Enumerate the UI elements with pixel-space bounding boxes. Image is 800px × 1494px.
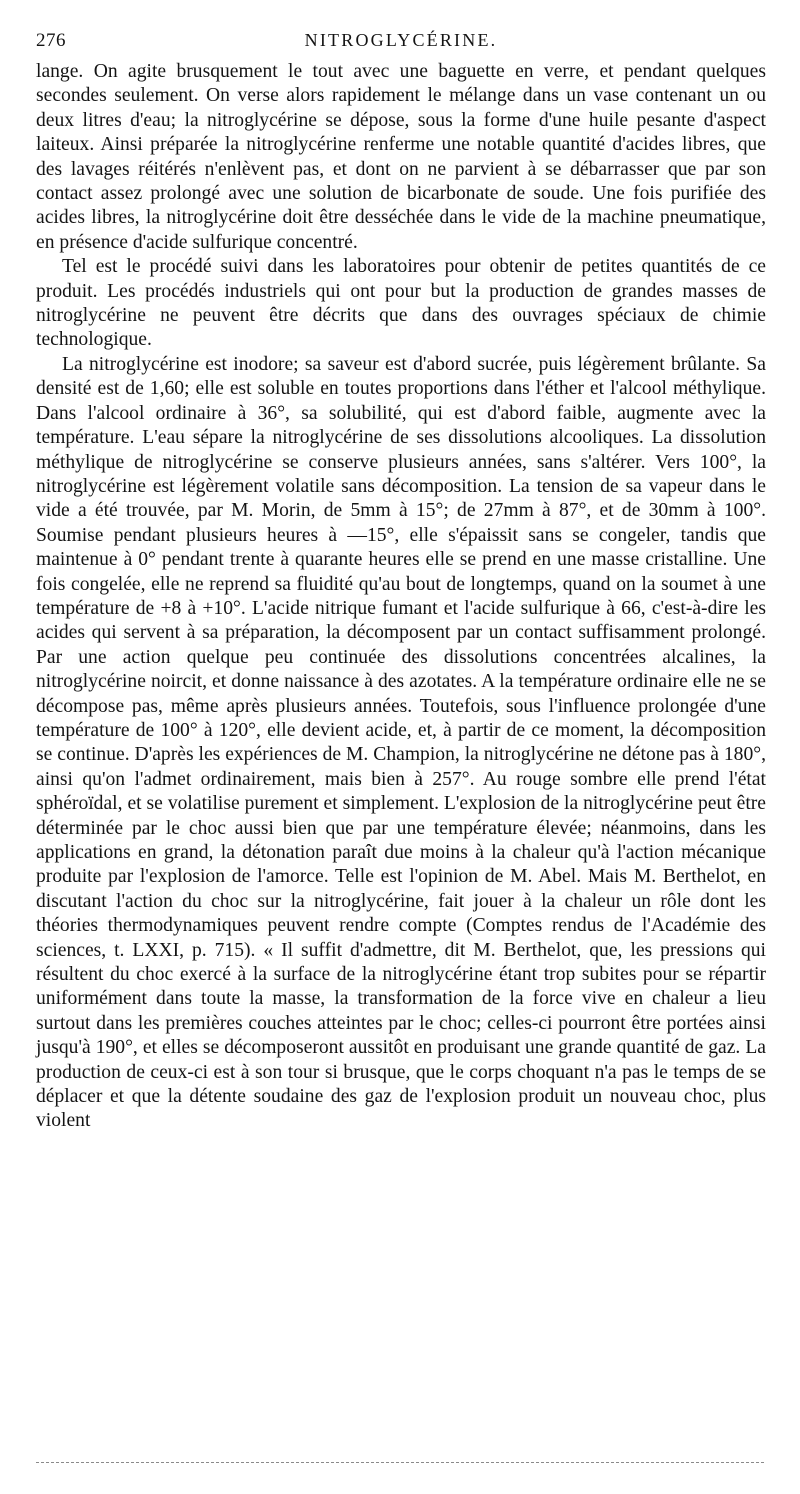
page-header (36, 22, 766, 60)
paragraph-laboratory-procedure: Tel est le procédé suivi dans les laboratoires pour obtenir de petites quantités de ce produit. Les procédés industriels qui ont pour but la production de grandes masses de nitroglycérine ne peuvent être décrits que dans des ouvrages spéciaux de chimie technologique. (36, 256, 766, 351)
paragraph-continuation: lange. On agite brusquement le tout avec une baguette en verre, et pendant quelques secondes seulement. On verse alors rapidement le mélange dans un vase contenant un ou deux litres d'eau; la nitroglycérine se dépose, sous la forme d'une huile pesante d'aspect laiteux. Ainsi préparée la nitroglycérine renferme une notable quantité d'acides libres, que des lavages réitérés n'enlèvent pas, et dont on ne parvient à se débarrasser que par son contact assez prolongé avec une solution de bicarbonate de soude. Une fois purifiée des acides libres, la nitroglycérine doit être desséchée dans le vide de la machine pneumatique, en présence d'acide sulfurique concentré. (36, 61, 766, 253)
page-bottom-rule (36, 1462, 764, 1463)
paragraph-properties: La nitroglycérine est inodore; sa saveur est d'abord sucrée, puis légèrement brûlante. Sa densité est de 1,60; elle est soluble en toutes proportions dans l'éther et l'alcool méthylique. Dans l'alcool ordinaire à 36°, sa solubilité, qui est d'abord faible, augmente avec la température. L'eau sépare la nitroglycérine de ses dissolutions alcooliques. La dissolution méthylique de nitroglycérine se conserve plusieurs années, sans s'altérer. Vers 100°, la nitroglycérine est légèrement volatile sans décomposition. La tension de sa vapeur dans le vide a été trouvée, par M. Morin, de 5mm à 15°; de 27mm à 87°, et de 30mm à 100°. Soumise pendant plusieurs heures à —15°, elle s'épaissit sans se congeler, tandis que maintenue à 0° pendant trente à quarante heures elle se prend en une masse cristalline. Une fois congelée, elle ne reprend sa fluidité qu'au bout de longtemps, quand on la soumet à une température de +8 à +10°. L'acide nitrique fumant et l'acide sulfurique à 66, c'est-à-dire les acides qui servent à sa préparation, la décomposent par un contact suffisamment prolongé. Par une action quelque peu continuée des dissolutions concentrées alcalines, la nitroglycérine noircit, et donne naissance à des azotates. A la température ordinaire elle ne se décompose pas, même après plusieurs années. Toutefois, sous l'influence prolongée d'une température de 100° à 120°, elle devient acide, et, à partir de ce moment, la décomposition se continue. D'après les expériences de M. Champion, la nitroglycérine ne détone pas à 180°, ainsi qu'on l'admet ordinairement, mais bien à 257°. Au rouge sombre elle prend l'état sphéroïdal, et se volatilise purement et simplement. L'explosion de la nitroglycérine peut être déterminée par le choc aussi bien que par une température élevée; néanmoins, dans les applications en grand, la détonation paraît due moins à la chaleur qu'à l'action mécanique produite par l'explosion de l'amorce. Telle est l'opinion de M. Abel. Mais M. Berthelot, en discutant l'action du choc sur la nitroglycérine, fait jouer à la chaleur un rôle dont les théories thermodynamiques peuvent rendre compte (Comptes rendus de l'Académie des sciences, t. LXXI, p. 715). « Il suffit d'admettre, dit M. Berthelot, que, les pressions qui résultent du choc exercé à la surface de la nitroglycérine étant trop subites pour se répartir uniformément dans toute la masse, la transformation de la force vive en chaleur a lieu surtout dans les premières couches atteintes par le choc; celles-ci pourront être portées ainsi jusqu'à 190°, et elles se décomposeront aussitôt en produisant une grande quantité de gaz. La production de ceux-ci est à son tour si brusque, que le corps choquant n'a pas le temps de se déplacer et que la détente soudaine des gaz de l'explosion produit un nouveau choc, plus violent (36, 353, 766, 1132)
body-text (36, 60, 766, 1134)
page-number: 276 (36, 30, 66, 51)
running-title: NITROGLYCÉRINE. (304, 30, 498, 50)
book-page (36, 22, 766, 1134)
